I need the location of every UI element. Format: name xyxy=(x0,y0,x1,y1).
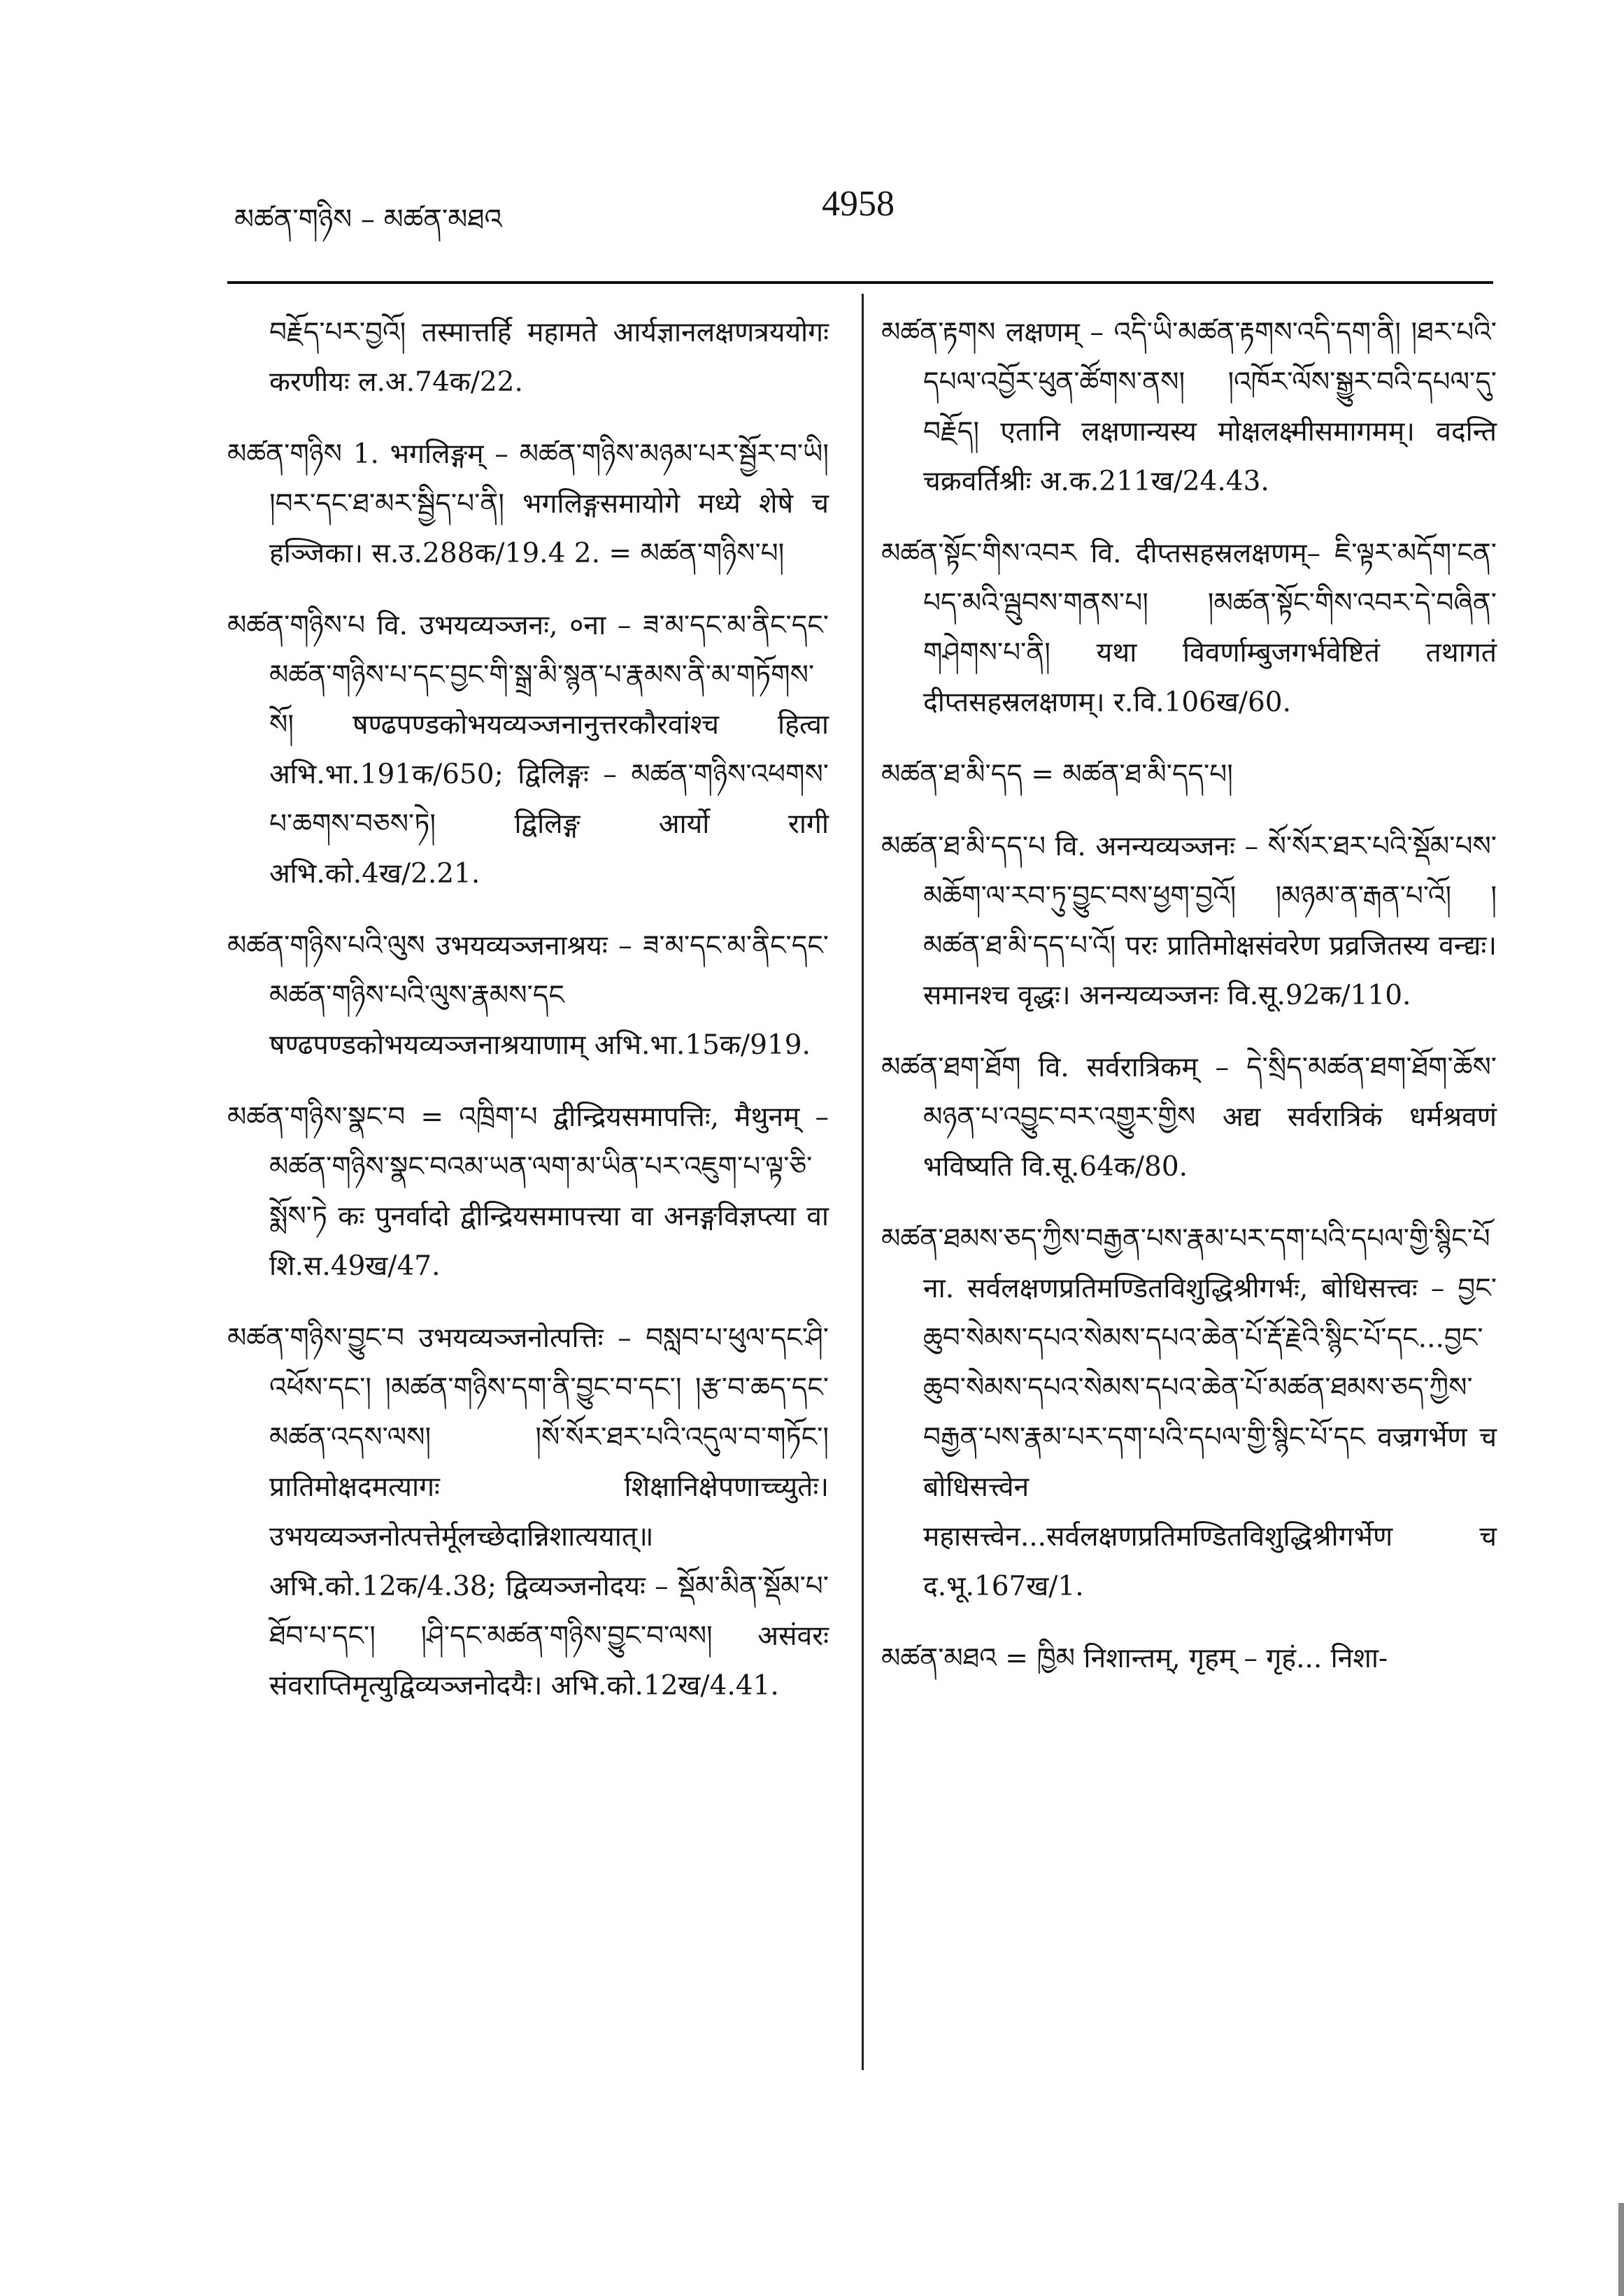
dictionary-entry: བརྗོད་པར་བྱའོ། तस्मात्तर्हि महामते आर्यज्ञानलक्षणत्रययोगः करणीयः ल.अ.74क/22. xyxy=(269,317,829,398)
dictionary-entry: མཚན་གཉིས 1. भगलिङ्गम् – མཚན་གཉིས་མཉམ་པར་སྦྱོར་བ་ཡི། །བར་དང་ཐ་མར་སྦྱིད་པ་ནི། भगलिङ्गसमायोगे मध्ये शेषे च हञ्जिका। स.उ.288क/19.4 2. = མཚན་གཉིས་པ། xyxy=(227,438,829,569)
column-divider xyxy=(862,294,864,2070)
right-column xyxy=(881,308,1497,1706)
dictionary-entry: མཚན་གཉིས་པ वि. उभयव्यञ्जनः, ०ना – ཟ་མ་དང་མ་ནིང་དང་མཚན་གཉིས་པ་དང་བྱང་གི་སྒྲ་མི་སྙན་པ་རྣམས་ནི་མ་གཏོགས་སོ། षण्ढपण्डकोभयव्यञ्जनानुत्तरकौरवांश्च हित्वा अभि.भा.191क/650; द्विलिङ्गः – མཚན་གཉིས་འཕགས་པ་ཆགས་བཅས་ཏེ། द्विलिङ्ग आर्यो रागी अभि.को.4ख/2.21. xyxy=(227,610,829,890)
dictionary-entry: མཚན་གཉིས་བྱུང་བ उभयव्यञ्जनोत्पत्तिः – བསླབ་པ་ཕུལ་དང་ཤི་འཕོས་དང་། །མཚན་གཉིས་དག་ནི་བྱུང་བ་དང་། །རྩ་བ་ཆད་དང་མཚན་འདས་ལས། །སོ་སོར་ཐར་པའི་འདུལ་བ་གཏོང་། प्रातिमोक्षदमत्यागः शिक्षानिक्षेपणाच्च्युतेः। उभयव्यञ्जनोत्पत्तेर्मूलच्छेदान्निशात्ययात्॥ अभि.को.12क/4.38; द्विव्यञ्जनोदयः – སྡོམ་མིན་སྡོམ་པ་ཐོབ་པ་དང་། །ཤི་དང་མཚན་གཉིས་བྱུང་བ་ལས། असंवरः संवराप्तिमृत्युद्विव्यञ्जनोदयैः। अभि.को.12ख/4.41. xyxy=(227,1322,829,1702)
left-column xyxy=(227,308,829,1733)
dictionary-entry: མཚན་ཐག་ཐོག वि. सर्वरात्रिकम् – དེ་སྲིད་མཚན་ཐག་ཐོག་ཆོས་མཉན་པ་འབྱུང་བར་འགྱུར་གྱིས अद्य सर्वरात्रिकं धर्मश्रवणं भविष्यति वि.सू.64क/80. xyxy=(881,1052,1497,1183)
page-number: 4958 xyxy=(822,184,895,224)
dictionary-entry: མཚན་སྟོང་གིས་འབར वि. दीप्तसहस्रलक्षणम्– ཇི་ལྟར་མདོག་ངན་པད་མའི་ལྦུབས་གནས་པ། །མཚན་སྟོང་གིས་འབར་དེ་བཞིན་གཤེགས་པ་ནི། यथा विवर्णाम्बुजगर्भवेष्टितं तथागतं दीप्तसहस्रलक्षणम्। र.वि.106ख/60. xyxy=(881,538,1497,718)
dictionary-entry: མཚན་ཐ་མི་དད = མཚན་ཐ་མི་དད་པ། xyxy=(881,759,1233,790)
header-rule xyxy=(227,281,1493,284)
dictionary-entry: མཚན་རྟགས लक्षणम् – འདི་ཡི་མཚན་རྟགས་འདི་དག་ནི། །ཐར་པའི་དཔལ་འབྱོར་ཕུན་ཚོགས་ནས། །འཁོར་ལོས་སྒྱུར་བའི་དཔལ་དུ་བརྗོད། एतानि लक्षणान्यस्य मोक्षलक्ष्मीसमागमम्। वदन्ति चक्रवर्तिश्रीः अ.क.211ख/24.43. xyxy=(881,317,1497,497)
dictionary-entry: མཚན་མཐའ = ཁྱིམ निशान्तम्, गृहम् – गृहं... निशा- xyxy=(881,1643,1388,1674)
dictionary-entry: མཚན་ཐམས་ཅད་ཀྱིས་བརྒྱན་པས་རྣམ་པར་དག་པའི་དཔལ་གྱི་སྙིང་པོ ना. सर्वलक्षणप्रतिमण्डितविशुद्धिश्रीगर्भः, बोधिसत्त्वः – བྱང་ཆུབ་སེམས་དཔའ་སེམས་དཔའ་ཆེན་པོ་རྡོ་རྗེའི་སྙིང་པོ་དང...བྱང་ཆུབ་སེམས་དཔའ་སེམས་དཔའ་ཆེན་པོ་མཚན་ཐམས་ཅད་ཀྱིས་བརྒྱན་པས་རྣམ་པར་དག་པའི་དཔལ་གྱི་སྙིང་པོ་དང वज्रगर्भेण च बोधिसत्त्वेन महासत्त्वेन...सर्वलक्षणप्रतिमण्डितविशुद्धिश्रीगर्भेण च द.भू.167ख/1. xyxy=(881,1223,1497,1602)
running-header: མཚན་གཉིས – མཚན་མཐའ xyxy=(234,204,502,236)
dictionary-entry: མཚན་གཉིས་སྣང་བ = འཁྲིག་པ द्वीन्द्रियसमापत्तिः, मैथुनम् – མཚན་གཉིས་སྣང་བའམ་ཡན་ལག་མ་ཡིན་པར་འཇུག་པ་ལྟ་ཅི་སྨོས་ཏེ कः पुनर्वादो द्वीन्द्रियसमापत्त्या वा अनङ्गविज्ञप्त्या वा शि.स.49ख/47. xyxy=(227,1101,829,1282)
dictionary-entry: མཚན་གཉིས་པའི་ལུས उभयव्यञ्जनाश्रयः – ཟ་མ་དང་མ་ནིང་དང་མཚན་གཉིས་པའི་ལུས་རྣམས་དང षण्ढपण्डकोभयव्यञ्जनाश्रयाणाम् अभि.भा.15क/919. xyxy=(227,930,829,1061)
scan-edge xyxy=(1618,2203,1624,2296)
dictionary-entry: མཚན་ཐ་མི་དད་པ वि. अनन्यव्यञ्जनः – སོ་སོར་ཐར་པའི་སྡོམ་པས་མཆོག་ལ་རབ་ཏུ་བྱུང་བས་ཕྱག་བྱའོ། །མཉམ་ན་རྒན་པ་འོ། །མཚན་ཐ་མི་དད་པ་འོ། परः प्रातिमोक्षसंवरेण प्रव्रजितस्य वन्द्यः। समानश्च वृद्धः। अनन्यव्यञ्जनः वि.सू.92क/110. xyxy=(881,831,1497,1011)
